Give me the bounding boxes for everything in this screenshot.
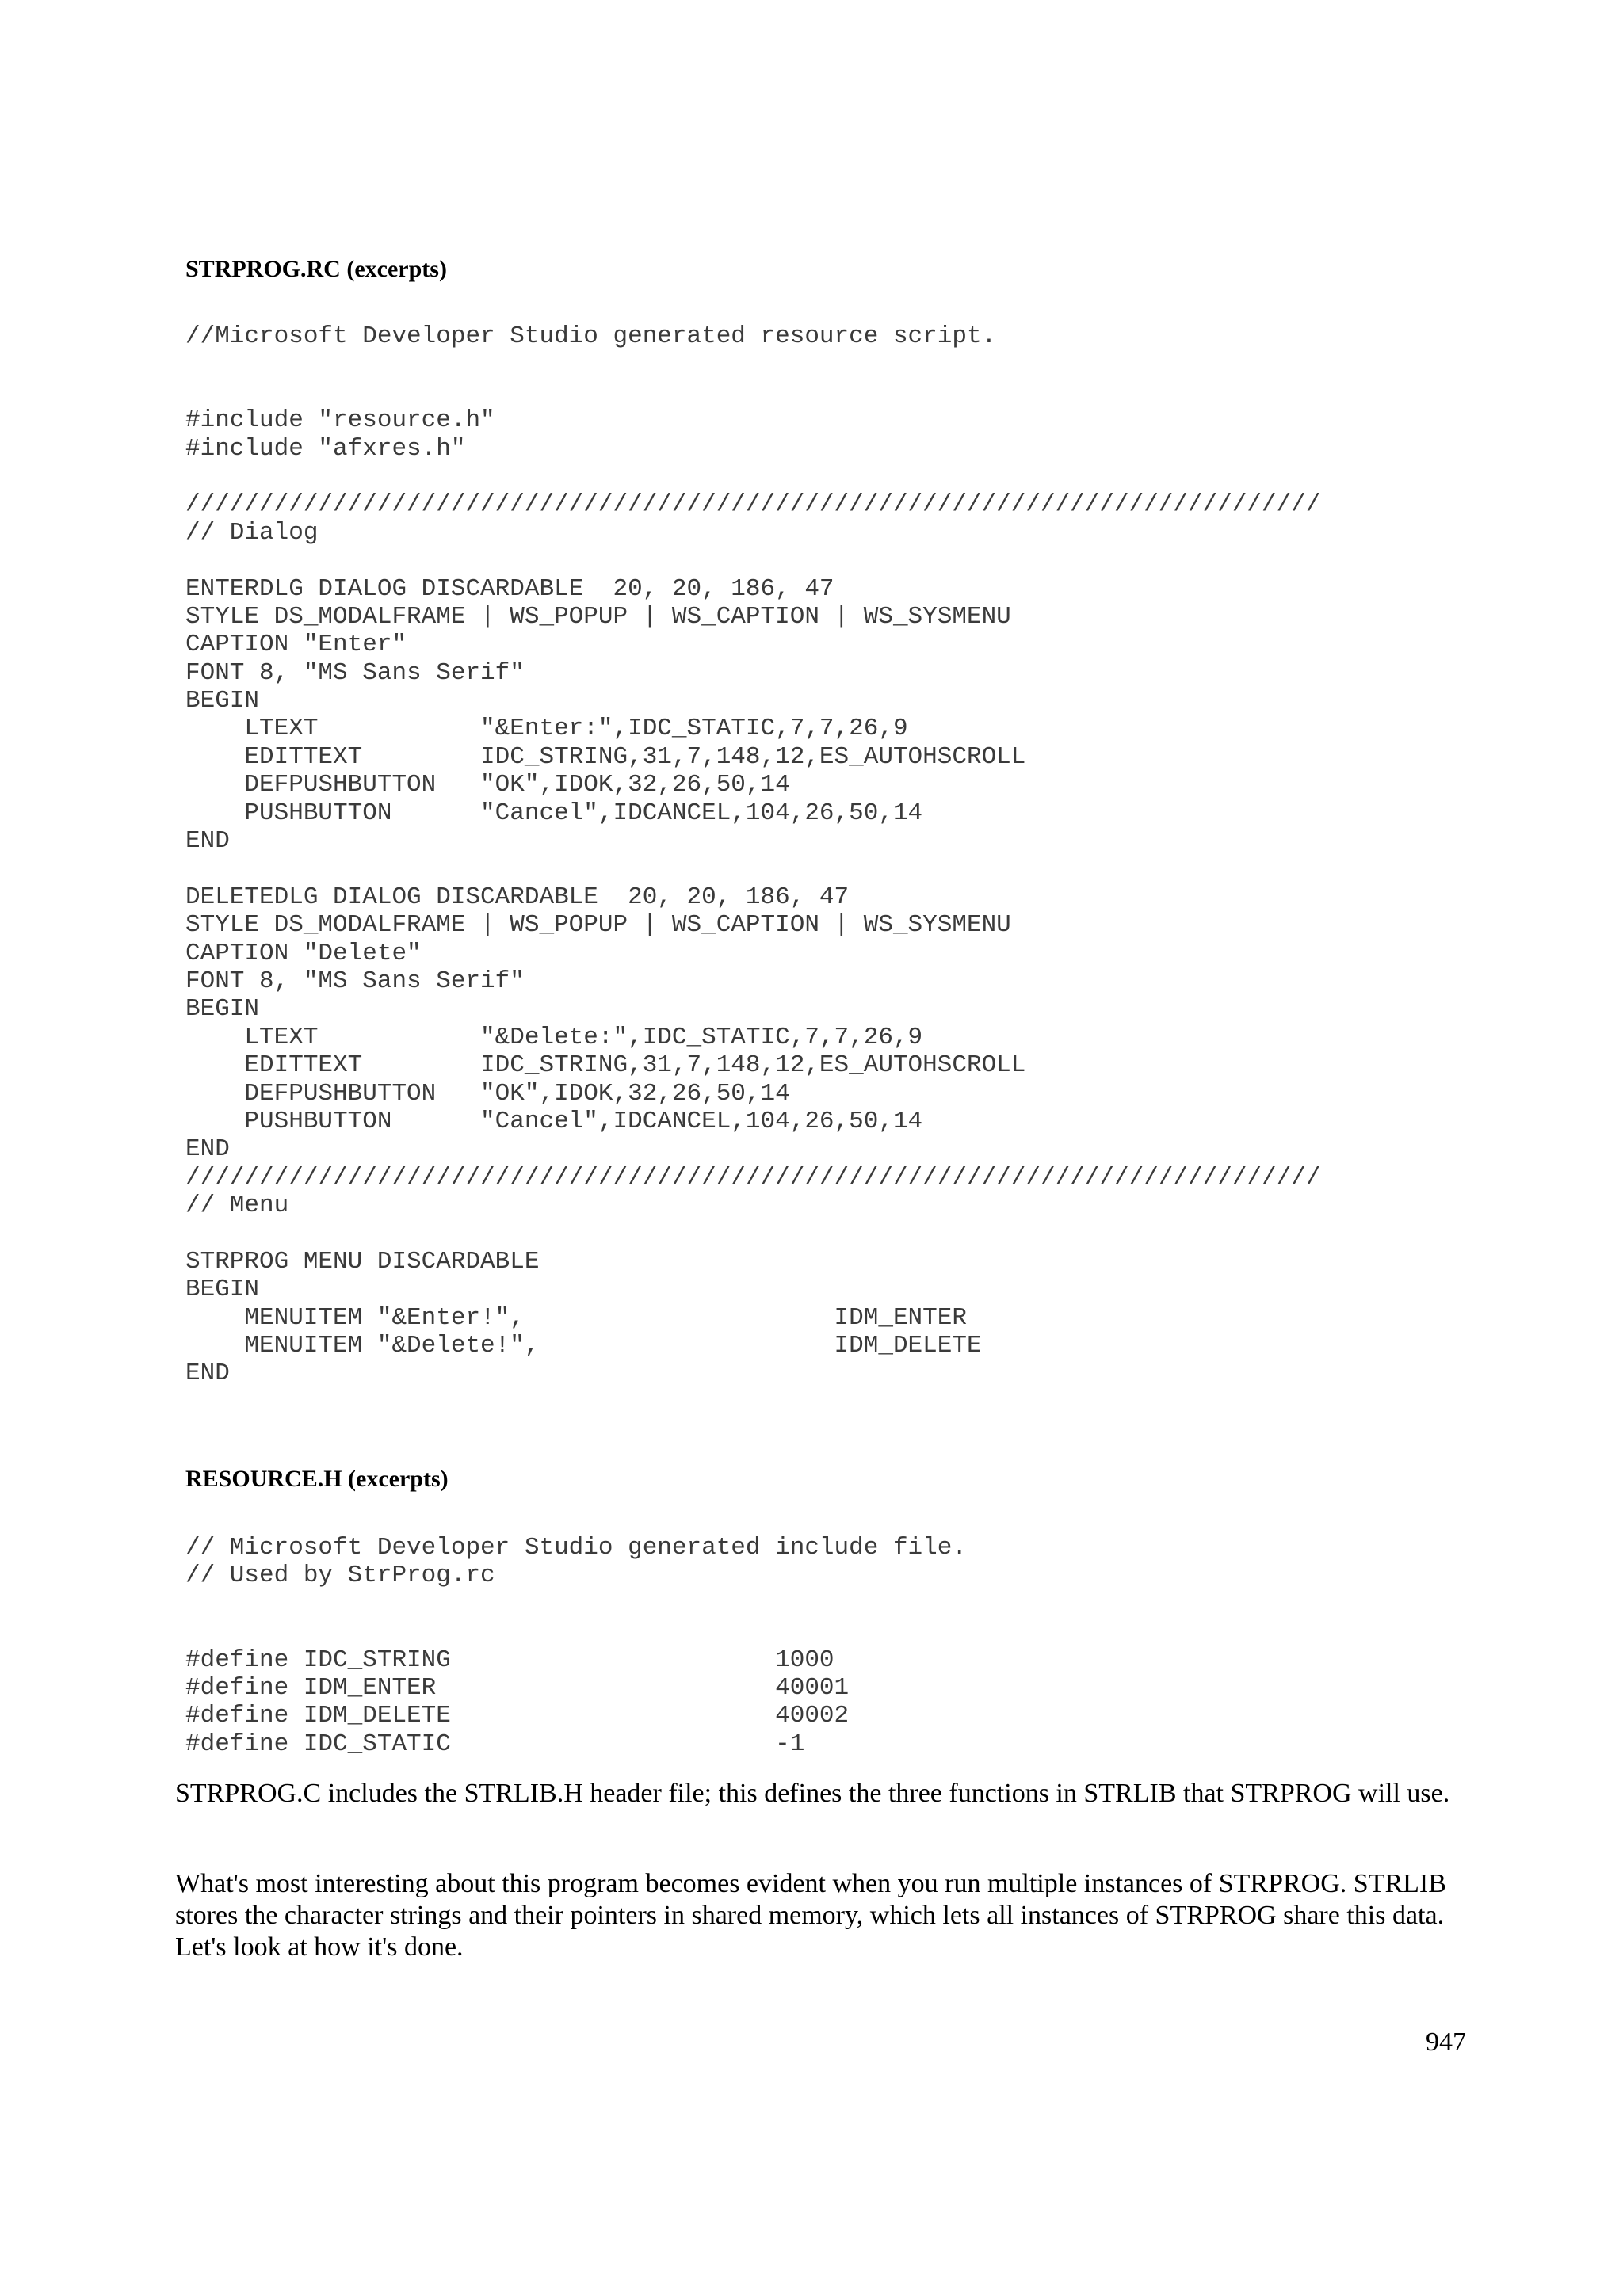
resource-h-code-line: // Used by StrProg.rc bbox=[185, 1562, 495, 1590]
resource-h-code-line bbox=[185, 1618, 967, 1646]
rc-code-line: LTEXT "&Delete:",IDC_STATIC,7,7,26,9 bbox=[185, 1023, 923, 1051]
resource-h-code-line: #define IDC_STATIC -1 bbox=[185, 1730, 805, 1758]
rc-code-line: //Microsoft Developer Studio generated resource script. bbox=[185, 322, 997, 350]
resource-h-code-line: #define IDC_STRING 1000 bbox=[185, 1646, 834, 1674]
rc-code-line: #include "resource.h" bbox=[185, 406, 495, 435]
resource-h-code-line: #define IDM_ENTER 40001 bbox=[185, 1673, 850, 1702]
rc-code-line: MENUITEM "&Enter!", IDM_ENTER bbox=[185, 1303, 967, 1332]
rc-code-line: PUSHBUTTON "Cancel",IDCANCEL,104,26,50,14 bbox=[185, 799, 923, 827]
rc-code-line: DEFPUSHBUTTON "OK",IDOK,32,26,50,14 bbox=[185, 771, 790, 799]
rc-code-line: #include "afxres.h" bbox=[185, 434, 466, 463]
paragraph-strlib-header: STRPROG.C includes the STRLIB.H header file; this defines the three functions in STRLIB that STRPROG will use. bbox=[175, 1779, 1450, 1808]
rc-code-line: BEGIN bbox=[185, 1276, 260, 1304]
rc-code-line: ENTERDLG DIALOG DISCARDABLE 20, 20, 186, 47 bbox=[185, 574, 834, 603]
rc-code-line: FONT 8, "MS Sans Serif" bbox=[185, 658, 525, 687]
rc-code-line: END bbox=[185, 1135, 230, 1164]
page-number: 947 bbox=[1426, 2027, 1466, 2057]
rc-code-line: EDITTEXT IDC_STRING,31,7,148,12,ES_AUTOHSCROLL bbox=[185, 742, 1026, 771]
rc-code-line: END bbox=[185, 827, 230, 856]
rc-excerpts-heading: STRPROG.RC (excerpts) bbox=[185, 256, 447, 282]
resource-h-code-listing bbox=[185, 1534, 967, 1758]
rc-code-line bbox=[185, 350, 1320, 378]
resource-h-code-line: #define IDM_DELETE 40002 bbox=[185, 1702, 850, 1730]
rc-code-line: // Menu bbox=[185, 1192, 289, 1220]
rc-code-line: STRPROG MENU DISCARDABLE bbox=[185, 1247, 540, 1276]
rc-code-line bbox=[185, 379, 1320, 406]
rc-code-line bbox=[185, 463, 1320, 490]
rc-code-line: STYLE DS_MODALFRAME | WS_POPUP | WS_CAPTION | WS_SYSMENU bbox=[185, 602, 1011, 631]
paragraph-shared-memory: What's most interesting about this program becomes evident when you run multiple instances of STRPROG. STRLIB stores the character strings and their pointers in shared memory, which lets all instances of STRPROG share this data. Let's look at how it's done. bbox=[175, 1869, 1446, 1962]
rc-code-line: PUSHBUTTON "Cancel",IDCANCEL,104,26,50,14 bbox=[185, 1107, 923, 1135]
rc-code-line: BEGIN bbox=[185, 995, 260, 1024]
rc-code-line bbox=[185, 1220, 1320, 1248]
rc-code-line: CAPTION "Enter" bbox=[185, 631, 407, 659]
rc-code-line: BEGIN bbox=[185, 687, 260, 715]
resource-h-excerpts-heading: RESOURCE.H (excerpts) bbox=[185, 1466, 449, 1492]
rc-code-line: EDITTEXT IDC_STRING,31,7,148,12,ES_AUTOHSCROLL bbox=[185, 1051, 1026, 1080]
rc-code-line: ///////////////////////////////////////////////////////////////////////////// bbox=[185, 490, 1321, 519]
resource-h-code-line bbox=[185, 1590, 967, 1618]
rc-code-line: END bbox=[185, 1360, 230, 1388]
rc-code-line bbox=[185, 855, 1320, 883]
rc-code-line: ///////////////////////////////////////////////////////////////////////////// bbox=[185, 1163, 1321, 1192]
rc-code-line: LTEXT "&Enter:",IDC_STATIC,7,7,26,9 bbox=[185, 715, 908, 743]
rc-code-listing bbox=[185, 322, 1320, 1388]
rc-code-line: // Dialog bbox=[185, 518, 319, 547]
resource-h-code-line: // Microsoft Developer Studio generated include file. bbox=[185, 1534, 967, 1562]
rc-code-line: STYLE DS_MODALFRAME | WS_POPUP | WS_CAPTION | WS_SYSMENU bbox=[185, 911, 1011, 940]
rc-code-line: MENUITEM "&Delete!", IDM_DELETE bbox=[185, 1332, 982, 1360]
rc-code-line: DELETEDLG DIALOG DISCARDABLE 20, 20, 186, 47 bbox=[185, 883, 850, 911]
rc-code-line: FONT 8, "MS Sans Serif" bbox=[185, 967, 525, 995]
rc-code-line: DEFPUSHBUTTON "OK",IDOK,32,26,50,14 bbox=[185, 1079, 790, 1108]
rc-code-line: CAPTION "Delete" bbox=[185, 939, 422, 967]
rc-code-line bbox=[185, 547, 1320, 574]
